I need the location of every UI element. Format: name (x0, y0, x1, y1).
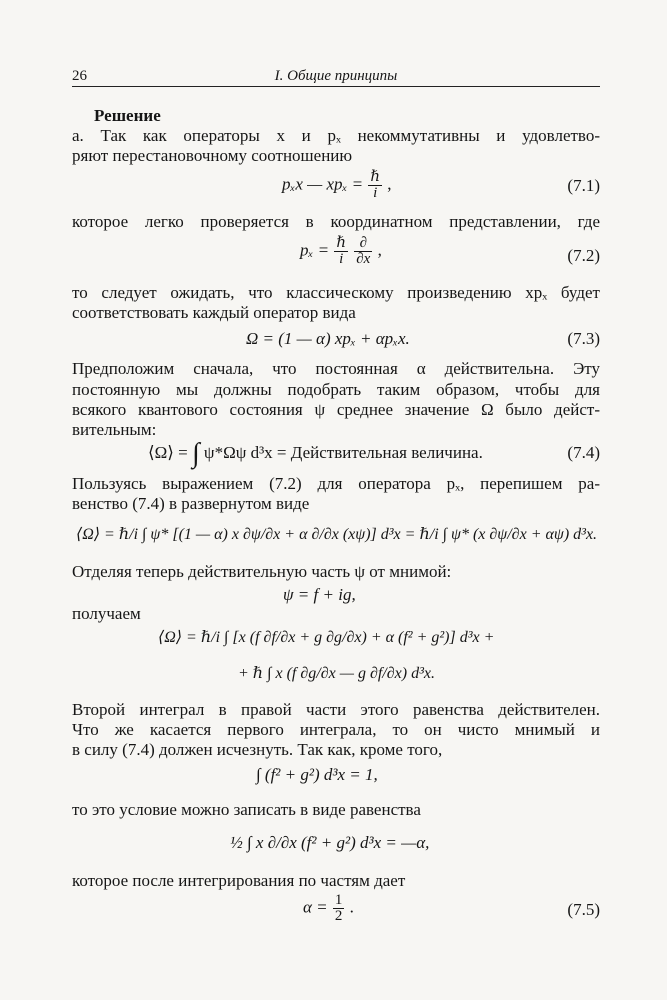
fraction (354, 236, 372, 267)
equation-body: ψ*Ωψ d³x = Действительная величина. (203, 443, 483, 462)
equation-result-1: ⟨Ω⟩ = ℏ/i ∫ [x (f ∂f/∂x + g ∂g/∂x) + α (f² + g²)] d³x + (158, 629, 495, 646)
equation-lhs: pₓx — xpₓ = (282, 174, 364, 194)
equation-half-integral: ½ ∫ x ∂/∂x (f² + g²) d³x = —α, (230, 833, 430, 852)
equation-expanded: ⟨Ω⟩ = ℏ/i ∫ ψ* [(1 — α) x ∂ψ/∂x + α ∂/∂x (xψ)] d³x = ℏ/i ∫ ψ* (x ∂ψ/∂x + αψ) d³x. (76, 526, 598, 543)
equation-tail: . (349, 897, 354, 917)
section-heading: Решение (94, 106, 161, 125)
equation-lhs: ⟨Ω⟩ = (148, 443, 188, 462)
equation-result-2: + ℏ ∫ x (f ∂g/∂x — g ∂f/∂x) d³x. (238, 665, 435, 682)
text-line: то следует ожидать, что классическому произведению xpₓ будет (72, 283, 600, 302)
header-rule (72, 86, 600, 87)
text-line: Отделяя теперь действительную часть ψ от мнимой: (72, 562, 452, 581)
equation-7-2 (300, 236, 382, 267)
text-line: которое после интегрирования по частям дает (72, 871, 406, 890)
equation-tail: , (387, 174, 392, 194)
fraction (333, 893, 345, 924)
page-number: 26 (72, 68, 87, 84)
equation-number: (7.1) (567, 176, 600, 195)
fraction-num: ℏ (370, 169, 381, 185)
fraction (368, 170, 382, 201)
text-line: которое легко проверяется в координатном представлении, где (72, 212, 600, 231)
equation-7-3: Ω = (1 — α) xpₓ + αpₓx. (246, 329, 410, 348)
fraction-num: ∂ (354, 236, 372, 252)
text-line: Второй интеграл в правой части этого равенства действителен. (72, 700, 600, 719)
fraction-den: i (339, 251, 344, 267)
fraction-den: ∂x (356, 251, 371, 267)
text-line: всякого квантового состояния ψ среднее значение Ω было дейст- (72, 400, 600, 419)
equation-tail: , (377, 240, 382, 260)
fraction-den: i (373, 185, 378, 201)
text-line: то это условие можно записать в виде равенства (72, 800, 421, 819)
fraction (334, 236, 348, 267)
text-line: а. Так как операторы x и pₓ некоммутативны и удовлетво- (72, 126, 600, 145)
fraction-den: 2 (334, 908, 343, 924)
equation-number: (7.5) (567, 900, 600, 919)
equation-7-5 (303, 893, 354, 924)
text-line: венство (7.4) в развернутом виде (72, 494, 310, 513)
equation-number: (7.2) (567, 246, 600, 265)
equation-lhs: α = (303, 897, 328, 917)
text-line: Что же касается первого интеграла, то он чисто мнимый и (72, 720, 600, 739)
equation-number: (7.4) (567, 443, 600, 462)
equation-psi: ψ = f + ig, (283, 585, 356, 604)
equation-normalization: ∫ (f² + g²) d³x = 1, (256, 765, 378, 784)
text-line: Предположим сначала, что постоянная α действительна. Эту (72, 359, 600, 378)
text-line: постоянную мы должны подобрать таким образом, чтобы для (72, 380, 600, 399)
text-line: соответствовать каждый оператор вида (72, 303, 356, 322)
text-line: ряют перестановочному соотношению (72, 146, 353, 165)
fraction-num: 1 (334, 892, 343, 908)
text-line: Пользуясь выражением (7.2) для оператора pₓ, перепишем ра- (72, 474, 600, 493)
equation-number: (7.3) (567, 329, 600, 348)
equation-7-1 (282, 170, 392, 201)
text-line: получаем (72, 604, 141, 623)
running-title: I. Общие принципы (274, 68, 398, 84)
fraction-num: ℏ (336, 235, 346, 251)
text-line: в силу (7.4) должен исчезнуть. Так как, кроме того, (72, 740, 443, 759)
equation-lhs: pₓ = (300, 240, 330, 260)
text-line: вительным: (72, 420, 157, 439)
integral-sign: ∫ (192, 438, 200, 470)
equation-7-4 (148, 438, 483, 470)
